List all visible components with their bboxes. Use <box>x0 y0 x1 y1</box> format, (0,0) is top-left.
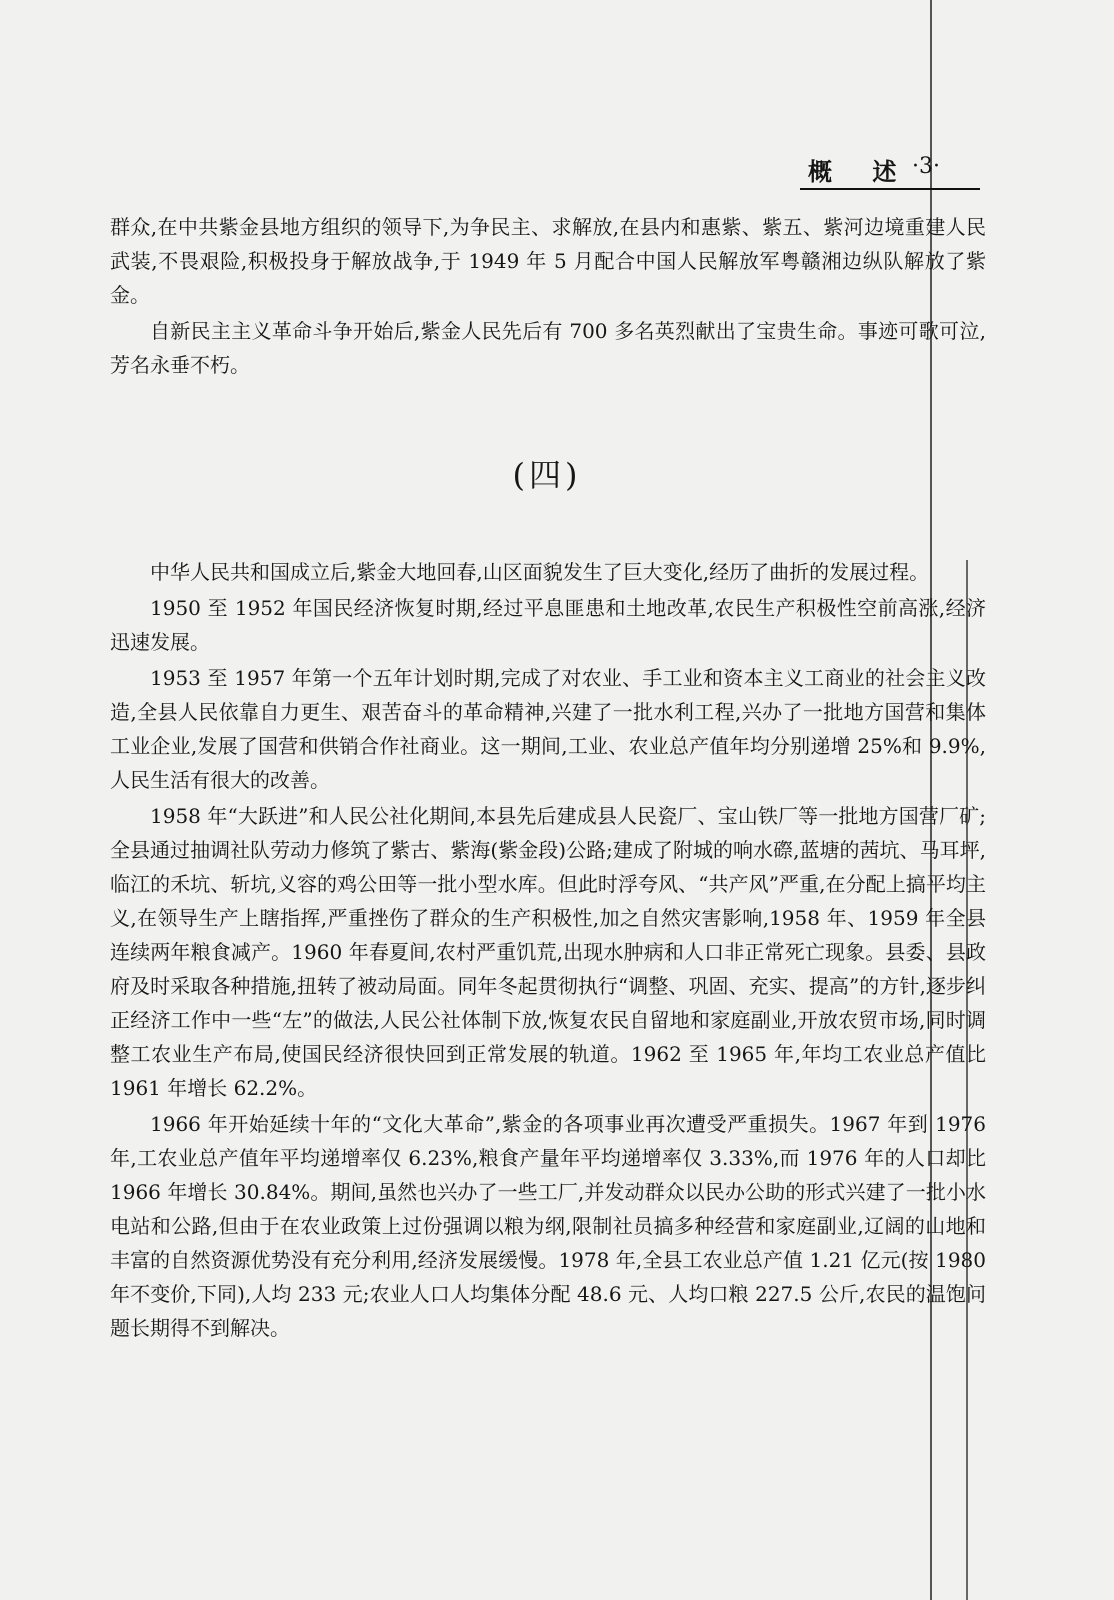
paragraph: 中华人民共和国成立后,紫金大地回春,山区面貌发生了巨大变化,经历了曲折的发展过程。 <box>150 560 930 584</box>
paragraph: 1966 年开始延续十年的“文化大革命”,紫金的各项事业再次遭受严重损失。1967 年到 1976 年,工农业总产值年平均递增率仅 6.23%,粮食产量年平均递增率仅 3.33%,而 1976 年的人口却比 1966 年增长 30.84%。期间,虽然也兴办了一些工厂,并发动群众以民办公助的形式兴建了一批小水电站和公路,但由于在农业政策上过份强调以粮为纲,限制社员搞多种经营和家庭副业,辽阔的山地和丰富的自然资源优势没有充分利用,经济发展缓慢。1978 年,全县工农业总产值 1.21 亿元(按 1980 年不变价,下同),人均 233 元;农业人口人均集体分配 48.6 元、人均口粮 227.5 公斤,农民的温饱问题长期得不到解决。 <box>110 1112 986 1340</box>
paragraph: 群众,在中共紫金县地方组织的领导下,为争民主、求解放,在县内和惠紫、紫五、紫河边境重建人民武装,不畏艰险,积极投身于解放战争,于 1949 年 5 月配合中国人民解放军粤赣湘边纵队解放了紫金。 <box>110 215 986 307</box>
paragraph: 自新民主主义革命斗争开始后,紫金人民先后有 700 多名英烈献出了宝贵生命。事迹可歌可泣,芳名永垂不朽。 <box>110 319 986 377</box>
page-number: ·3· <box>912 154 940 179</box>
running-head-title: 概 述 <box>808 158 913 186</box>
section-heading: (四) <box>512 456 582 494</box>
text-block-section-four <box>110 555 986 1347</box>
paragraph: 1958 年“大跃进”和人民公社化期间,本县先后建成县人民瓷厂、宝山铁厂等一批地方国营厂矿;全县通过抽调社队劳动力修筑了紫古、紫海(紫金段)公路;建成了附城的响水磜,蓝塘的茜坑、马耳坪,临江的禾坑、斩坑,义容的鸡公田等一批小型水库。但此时浮夸风、“共产风”严重,在分配上搞平均主义,在领导生产上瞎指挥,严重挫伤了群众的生产积极性,加之自然灾害影响,1958 年、1959 年全县连续两年粮食减产。1960 年春夏间,农村严重饥荒,出现水肿病和人口非正常死亡现象。县委、县政府及时采取各种措施,扭转了被动局面。同年冬起贯彻执行“调整、巩固、充实、提高”的方针,逐步纠正经济工作中一些“左”的做法,人民公社体制下放,恢复农民自留地和家庭副业,开放农贸市场,同时调整工农业生产布局,使国民经济很快回到正常发展的轨道。1962 至 1965 年,年均工农业总产值比 1961 年增长 62.2%。 <box>110 804 986 1100</box>
paragraph: 1950 至 1952 年国民经济恢复时期,经过平息匪患和土地改革,农民生产积极性空前高涨,经济迅速发展。 <box>110 596 986 654</box>
running-head <box>800 148 980 190</box>
paragraph: 1953 至 1957 年第一个五年计划时期,完成了对农业、手工业和资本主义工商业的社会主义改造,全县人民依靠自力更生、艰苦奋斗的革命精神,兴建了一批水利工程,兴办了一批地方国营和集体工业企业,发展了国营和供销合作社商业。这一期间,工业、农业总产值年均分别递增 25%和 9.9%,人民生活有很大的改善。 <box>110 666 986 792</box>
text-block-before-section <box>110 210 986 384</box>
